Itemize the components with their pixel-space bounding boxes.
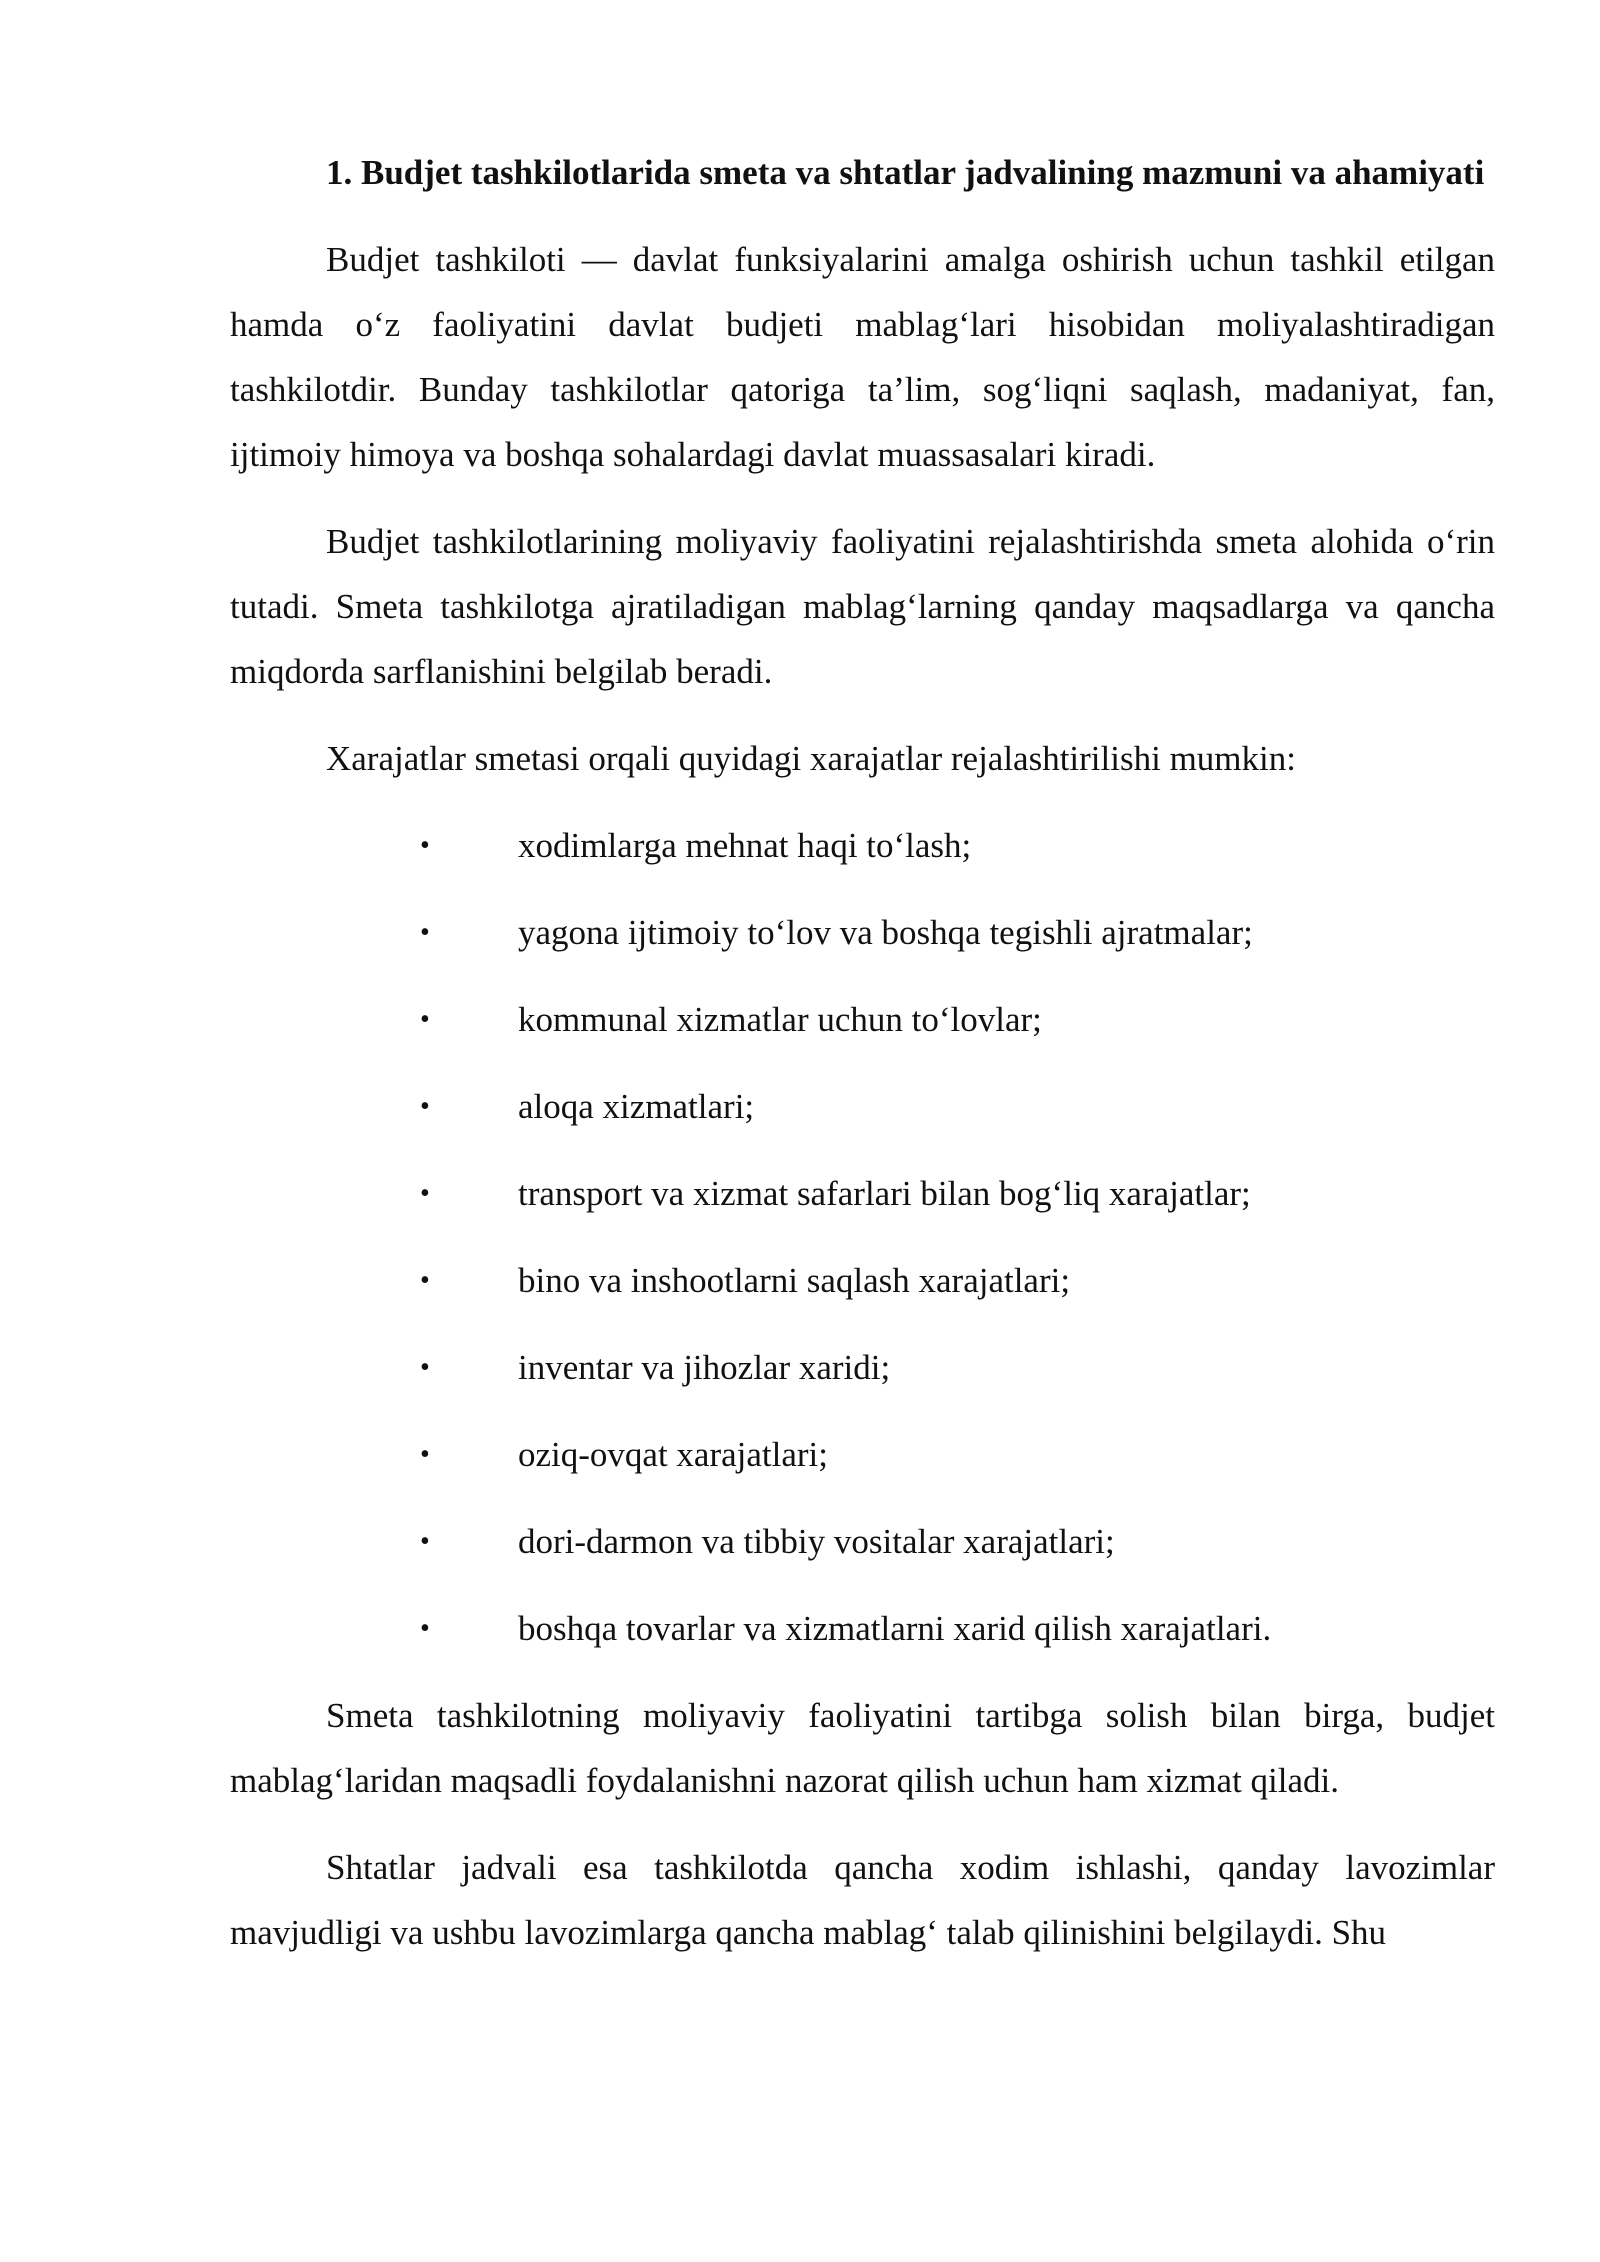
list-item: [230, 900, 1495, 965]
paragraph-staffing-table: Shtatlar jadvali esa tashkilotda qancha xodim ishlashi, qanday lavozimlar mavjudligi va ushbu lavozimlarga qancha mablag‘ talab qilinishini belgilaydi. Shu: [230, 1848, 1495, 1952]
list-item-text: boshqa tovarlar va xizmatlarni xarid qilish xarajatlari.: [518, 1609, 1272, 1648]
bullet-icon: •: [420, 1352, 430, 1383]
list-item-text: kommunal xizmatlar uchun to‘lovlar;: [518, 1000, 1042, 1039]
list-item: [230, 813, 1495, 878]
list-item-text: oziq-ovqat xarajatlari;: [518, 1435, 828, 1474]
document-page: [230, 140, 1495, 1965]
list-item: [230, 1596, 1495, 1661]
list-item: [230, 1161, 1495, 1226]
bullet-icon: •: [420, 830, 430, 861]
paragraph-smeta-control: Smeta tashkilotning moliyaviy faoliyatini tartibga solish bilan birga, budjet mablag‘laridan maqsadli foydalanishni nazorat qilish uchun ham xizmat qiladi.: [230, 1696, 1495, 1800]
bullet-icon: •: [420, 1178, 430, 1209]
list-item: [230, 1074, 1495, 1139]
list-item-text: bino va inshootlarni saqlash xarajatlari;: [518, 1261, 1071, 1300]
expense-list: [230, 813, 1495, 1661]
bullet-icon: •: [420, 917, 430, 948]
paragraph-list-intro: Xarajatlar smetasi orqali quyidagi xarajatlar rejalashtirilishi mumkin:: [326, 739, 1296, 778]
paragraph-smeta-role: Budjet tashkilotlarining moliyaviy faoliyatini rejalashtirishda smeta alohida o‘rin tutadi. Smeta tashkilotga ajratiladigan mablag‘larning qanday maqsadlarga va qancha miqdorda sarflanishini belgilab beradi.: [230, 522, 1495, 691]
list-item-text: dori-darmon va tibbiy vositalar xarajatlari;: [518, 1522, 1115, 1561]
list-item: [230, 1509, 1495, 1574]
bullet-icon: •: [420, 1004, 430, 1035]
paragraph-definition: Budjet tashkiloti — davlat funksiyalarini amalga oshirish uchun tashkil etilgan hamda o‘z faoliyatini davlat budjeti mablag‘lari hisobidan moliyalashtiradigan tashkilotdir. Bunday tashkilotlar qatoriga ta’lim, sog‘liqni saqlash, madaniyat, fan, ijtimoiy himoya va boshqa sohalardagi davlat muassasalari kiradi.: [230, 240, 1495, 474]
bullet-icon: •: [420, 1265, 430, 1296]
list-item: [230, 1248, 1495, 1313]
bullet-icon: •: [420, 1439, 430, 1470]
bullet-icon: •: [420, 1613, 430, 1644]
list-item-text: xodimlarga mehnat haqi to‘lash;: [518, 826, 972, 865]
list-item-text: transport va xizmat safarlari bilan bog‘liq xarajatlar;: [518, 1174, 1251, 1213]
bullet-icon: •: [420, 1091, 430, 1122]
list-item: [230, 1422, 1495, 1487]
list-item-text: aloqa xizmatlari;: [518, 1087, 755, 1126]
bullet-icon: •: [420, 1526, 430, 1557]
list-item: [230, 1335, 1495, 1400]
list-item: [230, 987, 1495, 1052]
section-heading: 1. Budjet tashkilotlarida smeta va shtatlar jadvalining mazmuni va ahamiyati: [326, 153, 1485, 192]
list-item-text: inventar va jihozlar xaridi;: [518, 1348, 891, 1387]
list-item-text: yagona ijtimoiy to‘lov va boshqa tegishli ajratmalar;: [518, 913, 1253, 952]
